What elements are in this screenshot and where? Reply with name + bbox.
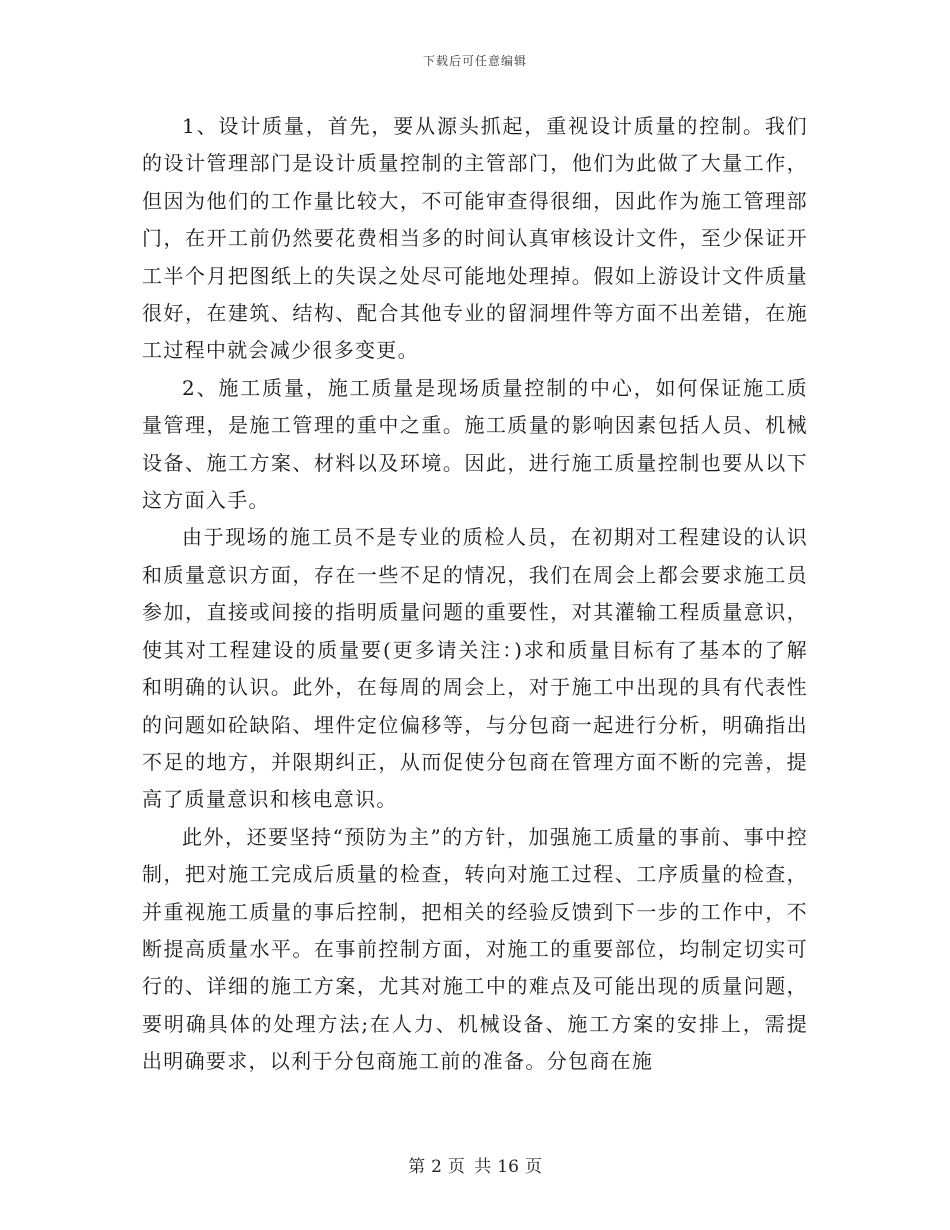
- paragraph-construction-quality: 2、施工质量，施工质量是现场质量控制的中心，如何保证施工质量管理，是施工管理的重中之重。施工质量的影响因素包括人员、机械设备、施工方案、材料以及环境。因此，进行施工质量控制也要从以下这方面入手。: [142, 375, 808, 513]
- footer-prefix: 第: [408, 1157, 426, 1177]
- paragraph-prevention-control: 此外，还要坚持“预防为主”的方针，加强施工质量的事前、事中控制，把对施工完成后质量的检查，转向对施工过程、工序质量的检查，并重视施工质量的事后控制，把相关的经验反馈到下一步的工作中，不断提高质量水平。在事前控制方面，对施工的重要部位，均制定切实可行的、详细的施工方案，尤其对施工中的难点及可能出现的质量问题，要明确具体的处理方法;在人力、机械设备、施工方案的安排上，需提出明确要求，以利于分包商施工前的准备。分包商在施: [142, 824, 808, 1074]
- document-body: [142, 108, 808, 1081]
- paragraph-quality-awareness: 由于现场的施工员不是专业的质检人员，在初期对工程建设的认识和质量意识方面，存在一些不足的情况，我们在周会上都会要求施工员参加，直接或间接的指明质量问题的重要性，对其灌输工程质量意识，使其对工程建设的质量要(更多请关注：)求和质量目标有了基本的了解和明确的认识。此外，在每周的周会上，对于施工中出现的具有代表性的问题如砼缺陷、埋件定位偏移等，与分包商一起进行分析，明确指出不足的地方，并限期纠正，从而促使分包商在管理方面不断的完善，提高了质量意识和核电意识。: [142, 525, 808, 812]
- page-footer: [0, 1152, 950, 1177]
- footer-suffix: 页: [524, 1157, 542, 1177]
- current-page-number: 2: [431, 1157, 442, 1177]
- paragraph-design-quality: 1、设计质量，首先，要从源头抓起，重视设计质量的控制。我们的设计管理部门是设计质量控制的主管部门，他们为此做了大量工作，但因为他们的工作量比较大，不可能审查得很细，因此作为施工管理部门，在开工前仍然要花费相当多的时间认真审核设计文件，至少保证开工半个月把图纸上的失误之处尽可能地处理掉。假如上游设计文件质量很好，在建筑、结构、配合其他专业的留洞埋件等方面不出差错，在施工过程中就会减少很多变更。: [142, 114, 808, 363]
- page-header: 下载后可任意编辑: [422, 54, 527, 68]
- total-page-count: 16: [497, 1157, 519, 1177]
- footer-middle: 页 共: [447, 1157, 492, 1177]
